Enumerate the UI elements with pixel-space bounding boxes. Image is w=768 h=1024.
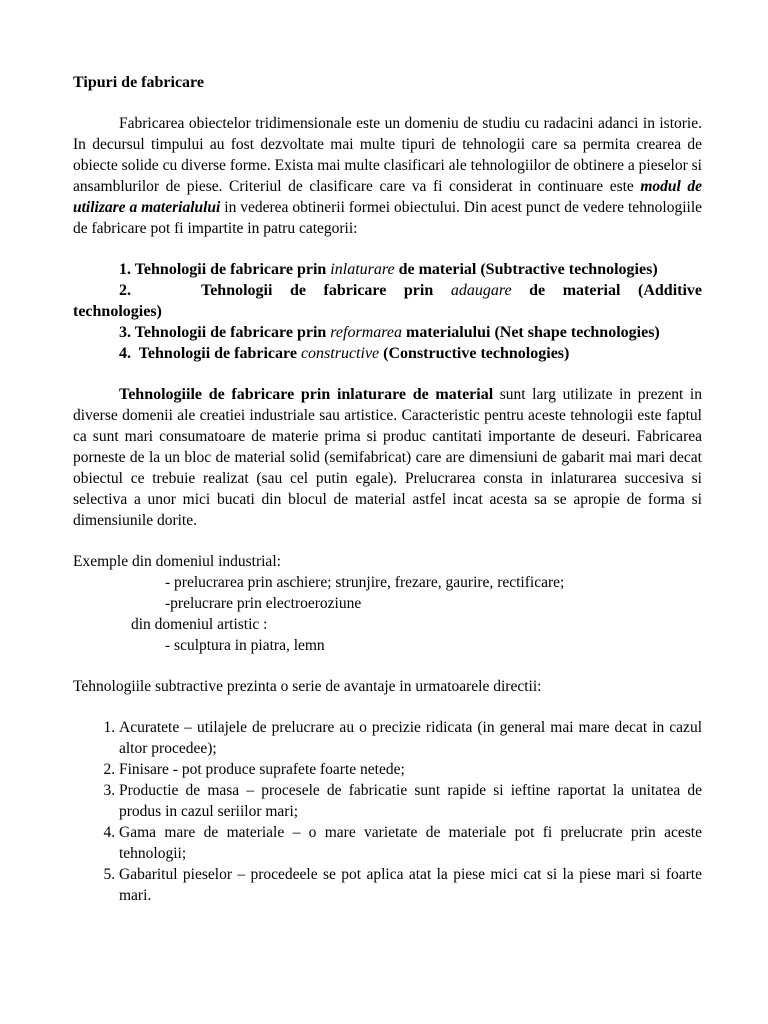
artistic-heading: din domeniul artistic : bbox=[131, 616, 268, 633]
intro-text-2: in vederea obtinerii formei obiectului. Din acest punct de vedere tehnologiile de fabricare pot fi impartite in patru categorii: bbox=[73, 199, 703, 237]
example-item: - prelucrarea prin aschiere; strunjire, frezare, gaurire, rectificare; bbox=[165, 574, 565, 591]
advantage-item: 4. Gama mare de materiale – o mare varietate de materiale pot fi prelucrate prin aceste tehnologii; bbox=[119, 822, 702, 864]
category-item: 2. Tehnologii de fabricare prin adaugare de material (Additive technologies) bbox=[73, 282, 703, 320]
advantage-item: 2. Finisare - pot produce suprafete foarte netede; bbox=[119, 759, 702, 780]
category-item: 1. Tehnologii de fabricare prin inlaturare de material (Subtractive technologies) bbox=[119, 261, 658, 278]
subtractive-paragraph bbox=[73, 384, 702, 531]
intro-text-1: Fabricarea obiectelor tridimensionale este un domeniu de studiu cu radacini adanci in istorie. In decursul timpului au fost dezvoltate mai multe tipuri de tehnologii care sa permita crearea de obiecte solide cu diverse forme. Exista mai multe clasificari ale tehnologiilor de obtinere a pieselor si ansamblurilor de piese. Criteriul de clasificare care va fi considerat in continuare este bbox=[73, 115, 702, 195]
advantages-intro: Tehnologiile subtractive prezinta o serie de avantaje in urmatoarele directii: bbox=[73, 678, 542, 695]
intro-paragraph bbox=[73, 113, 702, 239]
example-item: -prelucrare prin electroeroziune bbox=[165, 595, 362, 612]
advantage-item: 3. Productie de masa – procesele de fabricatie sunt rapide si ieftine raportat la unitatea de produs in cazul seriilor mari; bbox=[119, 780, 702, 822]
examples-heading: Exemple din domeniul industrial: bbox=[73, 553, 281, 570]
category-list bbox=[73, 259, 702, 364]
intro-emphasis: modul de utilizare a materialului bbox=[73, 178, 702, 216]
subtractive-heading: Tehnologiile de fabricare prin inlaturare de material bbox=[119, 386, 494, 403]
section-title: Tipuri de fabricare bbox=[73, 74, 204, 91]
advantage-item: 5. Gabaritul pieselor – procedeele se pot aplica atat la piese mici cat si la piese mari si foarte mari. bbox=[119, 864, 702, 906]
advantage-item: 1. Acuratete – utilajele de prelucrare au o precizie ridicata (in general mai mare decat in cazul altor procedee); bbox=[119, 717, 702, 759]
category-item: 4. Tehnologii de fabricare constructive (Constructive technologies) bbox=[119, 345, 570, 362]
advantages-list bbox=[73, 717, 702, 906]
subtractive-text: sunt larg utilizate in prezent in diverse domenii ale creatiei industriale sau artistice. Caracteristic pentru aceste tehnologii este faptul ca sunt mari consumatoare de materie prima si produc cantitati importante de deseuri. Fabricarea porneste de la un bloc de material solid (semifabricat) care are dimensiuni de gabarit mai mari decat obiectul ce trebuie realizat (sau cel putin egale). Prelucrarea consta in inlaturarea succesiva si selectiva a unor mici bucati din blocul de material astfel incat acesta sa se apropie de forma si dimensiunile dorite. bbox=[73, 386, 702, 529]
document-page bbox=[73, 72, 702, 906]
example-item: - sculptura in piatra, lemn bbox=[165, 637, 325, 654]
category-item: 3. Tehnologii de fabricare prin reformarea materialului (Net shape technologies) bbox=[119, 324, 660, 341]
